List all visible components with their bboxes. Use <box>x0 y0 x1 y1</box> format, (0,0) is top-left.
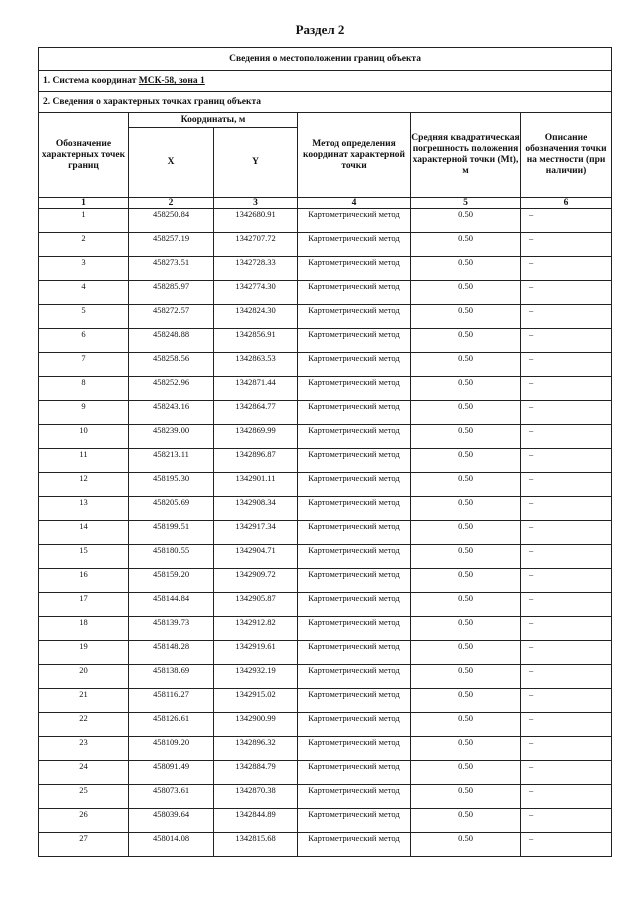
error-cell: 0.50 <box>411 329 521 353</box>
error-cell: 0.50 <box>411 281 521 305</box>
table-row <box>39 209 612 233</box>
y-cell: 1342864.77 <box>214 401 298 425</box>
error-cell: 0.50 <box>411 617 521 641</box>
point-number-cell: 2 <box>39 233 129 257</box>
table-row <box>39 353 612 377</box>
table-row <box>39 257 612 281</box>
x-cell: 458257.19 <box>129 233 214 257</box>
table-row <box>39 617 612 641</box>
table-row <box>39 809 612 833</box>
x-cell: 458239.00 <box>129 425 214 449</box>
section2-label: 2. Сведения о характерных точках границ объекта <box>39 92 612 113</box>
column-numbers-row <box>39 198 612 209</box>
description-cell: – <box>521 641 612 665</box>
y-cell: 1342905.87 <box>214 593 298 617</box>
method-cell: Картометрический метод <box>298 545 411 569</box>
description-cell: – <box>521 737 612 761</box>
description-cell: – <box>521 593 612 617</box>
table-row <box>39 401 612 425</box>
method-cell: Картометрический метод <box>298 569 411 593</box>
col-number: 2 <box>129 198 214 209</box>
error-cell: 0.50 <box>411 761 521 785</box>
method-cell: Картометрический метод <box>298 353 411 377</box>
description-cell: – <box>521 449 612 473</box>
method-cell: Картометрический метод <box>298 689 411 713</box>
x-cell: 458195.30 <box>129 473 214 497</box>
method-cell: Картометрический метод <box>298 833 411 857</box>
coord-system-row <box>39 71 612 92</box>
error-cell: 0.50 <box>411 257 521 281</box>
method-cell: Картометрический метод <box>298 497 411 521</box>
method-cell: Картометрический метод <box>298 737 411 761</box>
table-row <box>39 833 612 857</box>
header-method: Метод определения координат характерной точки <box>298 113 411 198</box>
x-cell: 458126.61 <box>129 713 214 737</box>
point-number-cell: 13 <box>39 497 129 521</box>
y-cell: 1342884.79 <box>214 761 298 785</box>
col-number: 4 <box>298 198 411 209</box>
point-number-cell: 18 <box>39 617 129 641</box>
header-coords: Координаты, м <box>129 113 298 128</box>
description-cell: – <box>521 473 612 497</box>
description-cell: – <box>521 377 612 401</box>
x-cell: 458205.69 <box>129 497 214 521</box>
point-number-cell: 17 <box>39 593 129 617</box>
error-cell: 0.50 <box>411 353 521 377</box>
point-number-cell: 20 <box>39 665 129 689</box>
y-cell: 1342728.33 <box>214 257 298 281</box>
y-cell: 1342896.32 <box>214 737 298 761</box>
point-number-cell: 8 <box>39 377 129 401</box>
y-cell: 1342844.89 <box>214 809 298 833</box>
error-cell: 0.50 <box>411 833 521 857</box>
error-cell: 0.50 <box>411 497 521 521</box>
description-cell: – <box>521 401 612 425</box>
description-cell: – <box>521 809 612 833</box>
method-cell: Картометрический метод <box>298 473 411 497</box>
method-cell: Картометрический метод <box>298 617 411 641</box>
description-cell: – <box>521 281 612 305</box>
method-cell: Картометрический метод <box>298 377 411 401</box>
point-number-cell: 9 <box>39 401 129 425</box>
x-cell: 458243.16 <box>129 401 214 425</box>
point-number-cell: 15 <box>39 545 129 569</box>
error-cell: 0.50 <box>411 809 521 833</box>
error-cell: 0.50 <box>411 785 521 809</box>
header-desc: Описание обозначения точки на местности (при наличии) <box>521 113 612 198</box>
y-cell: 1342915.02 <box>214 689 298 713</box>
table-body <box>39 209 612 857</box>
table-row <box>39 689 612 713</box>
x-cell: 458272.57 <box>129 305 214 329</box>
method-cell: Картометрический метод <box>298 521 411 545</box>
x-cell: 458250.84 <box>129 209 214 233</box>
table-row <box>39 545 612 569</box>
point-number-cell: 21 <box>39 689 129 713</box>
boundary-table-container <box>38 47 611 857</box>
x-cell: 458199.51 <box>129 521 214 545</box>
method-cell: Картометрический метод <box>298 593 411 617</box>
description-cell: – <box>521 209 612 233</box>
x-cell: 458138.69 <box>129 665 214 689</box>
table-row <box>39 425 612 449</box>
table-row <box>39 665 612 689</box>
table-row <box>39 641 612 665</box>
point-number-cell: 14 <box>39 521 129 545</box>
point-number-cell: 25 <box>39 785 129 809</box>
point-number-cell: 3 <box>39 257 129 281</box>
method-cell: Картометрический метод <box>298 257 411 281</box>
y-cell: 1342869.99 <box>214 425 298 449</box>
description-cell: – <box>521 761 612 785</box>
x-cell: 458139.73 <box>129 617 214 641</box>
method-cell: Картометрический метод <box>298 809 411 833</box>
point-number-cell: 22 <box>39 713 129 737</box>
point-number-cell: 1 <box>39 209 129 233</box>
method-cell: Картометрический метод <box>298 713 411 737</box>
page-title: Раздел 2 <box>295 22 345 37</box>
error-cell: 0.50 <box>411 233 521 257</box>
y-cell: 1342871.44 <box>214 377 298 401</box>
y-cell: 1342900.99 <box>214 713 298 737</box>
description-cell: – <box>521 305 612 329</box>
method-cell: Картометрический метод <box>298 329 411 353</box>
method-cell: Картометрический метод <box>298 305 411 329</box>
method-cell: Картометрический метод <box>298 665 411 689</box>
y-cell: 1342774.30 <box>214 281 298 305</box>
x-cell: 458144.84 <box>129 593 214 617</box>
error-cell: 0.50 <box>411 641 521 665</box>
point-number-cell: 19 <box>39 641 129 665</box>
y-cell: 1342904.71 <box>214 545 298 569</box>
description-cell: – <box>521 233 612 257</box>
method-cell: Картометрический метод <box>298 449 411 473</box>
description-cell: – <box>521 569 612 593</box>
x-cell: 458159.20 <box>129 569 214 593</box>
x-cell: 458258.56 <box>129 353 214 377</box>
point-number-cell: 10 <box>39 425 129 449</box>
table-row <box>39 761 612 785</box>
point-number-cell: 12 <box>39 473 129 497</box>
header-point: Обозначение характерных точек границ <box>39 113 129 198</box>
x-cell: 458039.64 <box>129 809 214 833</box>
y-cell: 1342896.87 <box>214 449 298 473</box>
table-row <box>39 305 612 329</box>
error-cell: 0.50 <box>411 713 521 737</box>
y-cell: 1342932.19 <box>214 665 298 689</box>
description-cell: – <box>521 617 612 641</box>
table-row <box>39 233 612 257</box>
coord-system-label: 1. Система координат <box>43 76 137 86</box>
error-cell: 0.50 <box>411 449 521 473</box>
x-cell: 458180.55 <box>129 545 214 569</box>
method-cell: Картометрический метод <box>298 281 411 305</box>
method-cell: Картометрический метод <box>298 425 411 449</box>
y-cell: 1342870.38 <box>214 785 298 809</box>
description-cell: – <box>521 497 612 521</box>
y-cell: 1342912.82 <box>214 617 298 641</box>
point-number-cell: 7 <box>39 353 129 377</box>
error-cell: 0.50 <box>411 377 521 401</box>
table-row <box>39 569 612 593</box>
method-cell: Картометрический метод <box>298 209 411 233</box>
error-cell: 0.50 <box>411 737 521 761</box>
header-y: Y <box>214 128 298 198</box>
error-cell: 0.50 <box>411 689 521 713</box>
point-number-cell: 4 <box>39 281 129 305</box>
x-cell: 458213.11 <box>129 449 214 473</box>
y-cell: 1342856.91 <box>214 329 298 353</box>
table-row <box>39 713 612 737</box>
col-number: 1 <box>39 198 129 209</box>
y-cell: 1342863.53 <box>214 353 298 377</box>
error-cell: 0.50 <box>411 521 521 545</box>
point-number-cell: 26 <box>39 809 129 833</box>
description-cell: – <box>521 713 612 737</box>
error-cell: 0.50 <box>411 665 521 689</box>
table-row <box>39 593 612 617</box>
description-cell: – <box>521 665 612 689</box>
description-cell: – <box>521 785 612 809</box>
point-number-cell: 24 <box>39 761 129 785</box>
method-cell: Картометрический метод <box>298 233 411 257</box>
description-cell: – <box>521 425 612 449</box>
table-row <box>39 497 612 521</box>
table-row <box>39 329 612 353</box>
header-error: Средняя квадратическая погрешность положения характерной точки (Mt), м <box>411 113 521 198</box>
method-cell: Картометрический метод <box>298 401 411 425</box>
point-number-cell: 11 <box>39 449 129 473</box>
method-cell: Картометрический метод <box>298 761 411 785</box>
error-cell: 0.50 <box>411 545 521 569</box>
y-cell: 1342909.72 <box>214 569 298 593</box>
x-cell: 458273.51 <box>129 257 214 281</box>
description-cell: – <box>521 353 612 377</box>
table-row <box>39 449 612 473</box>
y-cell: 1342680.91 <box>214 209 298 233</box>
coord-system-value: МСК-58, зона 1 <box>138 76 205 86</box>
y-cell: 1342815.68 <box>214 833 298 857</box>
col-number: 5 <box>411 198 521 209</box>
x-cell: 458109.20 <box>129 737 214 761</box>
x-cell: 458116.27 <box>129 689 214 713</box>
method-cell: Картометрический метод <box>298 641 411 665</box>
x-cell: 458248.88 <box>129 329 214 353</box>
point-number-cell: 6 <box>39 329 129 353</box>
error-cell: 0.50 <box>411 425 521 449</box>
y-cell: 1342917.34 <box>214 521 298 545</box>
description-cell: – <box>521 521 612 545</box>
point-number-cell: 27 <box>39 833 129 857</box>
table-row <box>39 521 612 545</box>
table-row <box>39 737 612 761</box>
x-cell: 458252.96 <box>129 377 214 401</box>
header-x: X <box>129 128 214 198</box>
y-cell: 1342824.30 <box>214 305 298 329</box>
description-cell: – <box>521 257 612 281</box>
point-number-cell: 5 <box>39 305 129 329</box>
x-cell: 458091.49 <box>129 761 214 785</box>
error-cell: 0.50 <box>411 569 521 593</box>
table-row <box>39 785 612 809</box>
col-number: 6 <box>521 198 612 209</box>
error-cell: 0.50 <box>411 305 521 329</box>
y-cell: 1342707.72 <box>214 233 298 257</box>
x-cell: 458014.08 <box>129 833 214 857</box>
description-cell: – <box>521 833 612 857</box>
description-cell: – <box>521 329 612 353</box>
error-cell: 0.50 <box>411 473 521 497</box>
table-title: Сведения о местоположении границ объекта <box>39 48 612 71</box>
table-row <box>39 377 612 401</box>
col-number: 3 <box>214 198 298 209</box>
y-cell: 1342919.61 <box>214 641 298 665</box>
error-cell: 0.50 <box>411 401 521 425</box>
table-row <box>39 281 612 305</box>
table-row <box>39 473 612 497</box>
boundary-points-table <box>38 47 612 857</box>
y-cell: 1342908.34 <box>214 497 298 521</box>
description-cell: – <box>521 545 612 569</box>
error-cell: 0.50 <box>411 209 521 233</box>
point-number-cell: 23 <box>39 737 129 761</box>
error-cell: 0.50 <box>411 593 521 617</box>
point-number-cell: 16 <box>39 569 129 593</box>
x-cell: 458285.97 <box>129 281 214 305</box>
method-cell: Картометрический метод <box>298 785 411 809</box>
description-cell: – <box>521 689 612 713</box>
y-cell: 1342901.11 <box>214 473 298 497</box>
x-cell: 458148.28 <box>129 641 214 665</box>
x-cell: 458073.61 <box>129 785 214 809</box>
